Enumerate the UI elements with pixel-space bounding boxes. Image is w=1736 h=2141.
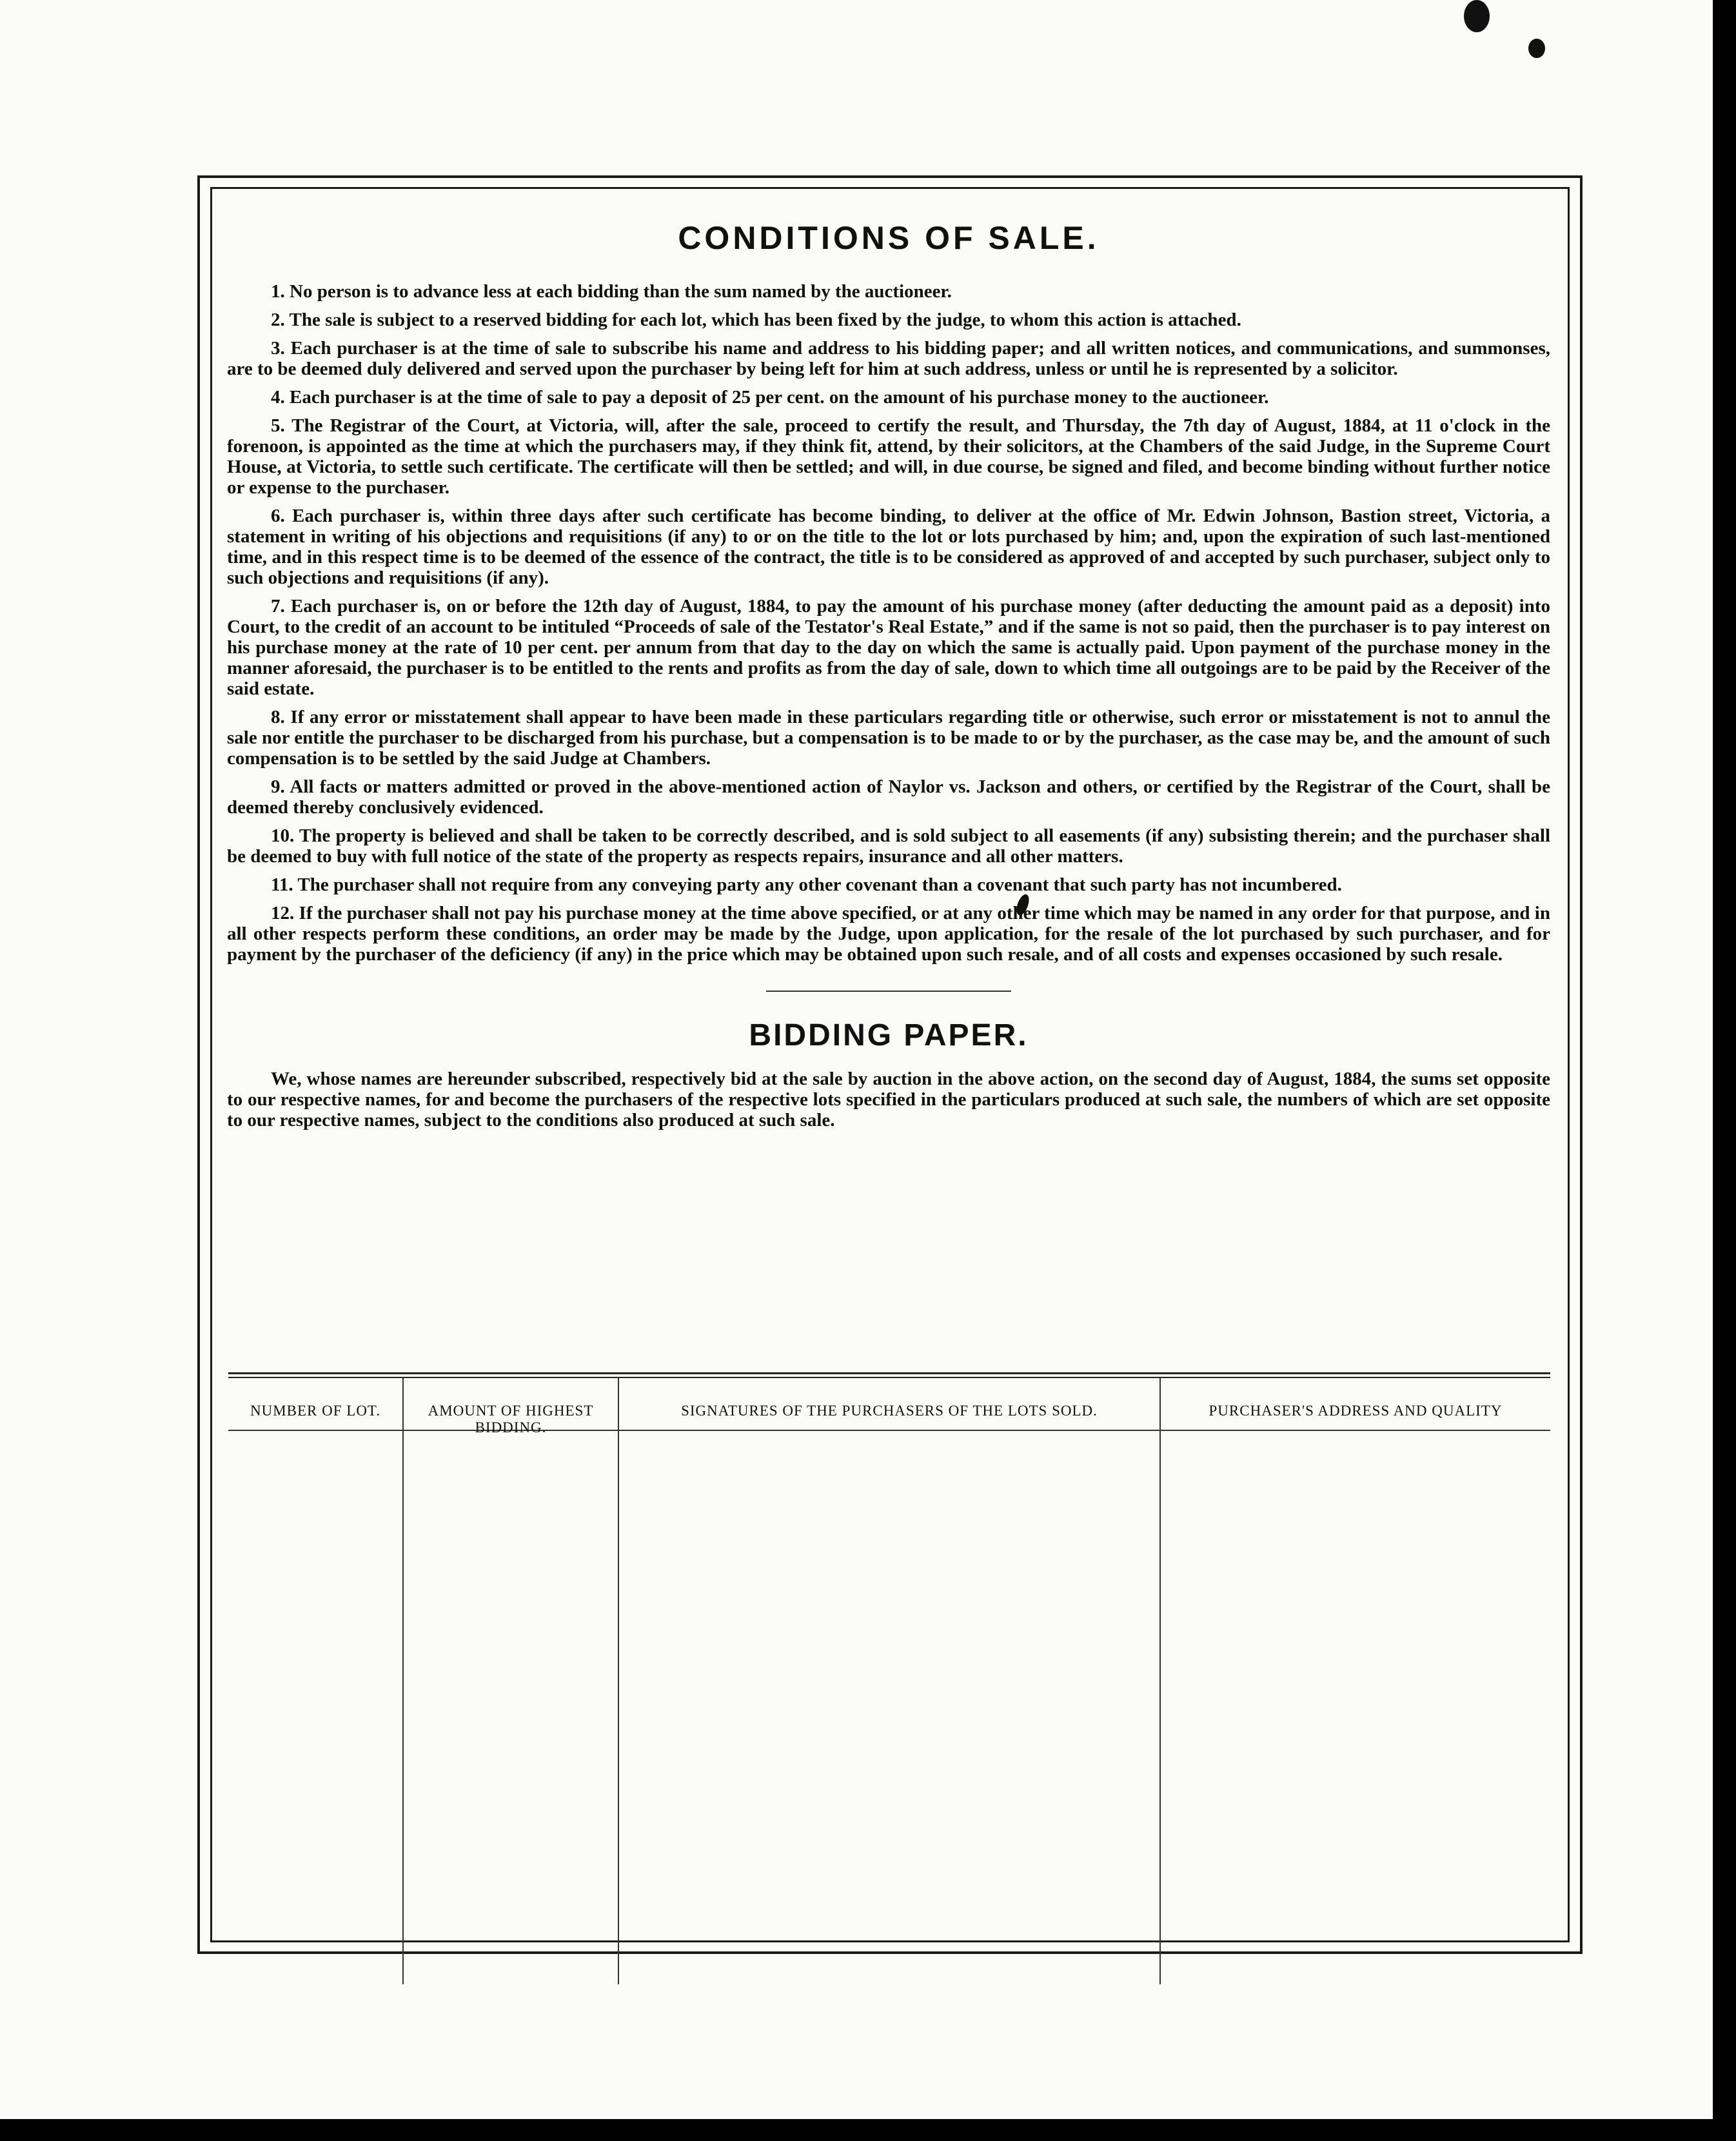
- conditions-title: CONDITIONS OF SALE.: [678, 220, 1100, 256]
- table-top-rule: [228, 1372, 1550, 1378]
- column-header: PURCHASER'S ADDRESS AND QUALITY: [1161, 1378, 1550, 1431]
- bidding-text: We, whose names are hereunder subscribed, respectively bid at the sale by auction in the above action, on the second day of August, 1884, the sums set opposite to our respective names, for and become the purchasers of the respective lots specified in the particulars produced at such sale, the numbers of which are set opposite to our respective names, subject to the conditions also produced at such sale.: [227, 1069, 1550, 1130]
- condition-item: 10. The property is believed and shall be taken to be correctly described, and is sold subject to all easements (if any) subsisting therein; and the purchaser shall be deemed to buy with full notice of the state of the property as respects repairs, insurance and all other matters.: [227, 825, 1550, 867]
- condition-item: 8. If any error or misstatement shall appear to have been made in these particulars regarding title or otherwise, such error or misstatement is not to annul the sale nor entitle the purchaser to be discharged from his purchase, but a compensation is to be made to or by the purchaser, as the case may be, and the amount of such compensation is to be settled by the said Judge at Chambers.: [227, 707, 1550, 769]
- column-signatures: [619, 1378, 1161, 1984]
- column-header: NUMBER OF LOT.: [228, 1378, 402, 1431]
- condition-item: 5. The Registrar of the Court, at Victoria, will, after the sale, proceed to certify the result, and Thursday, the 7th day of August, 1884, at 11 o'clock in the forenoon, is appointed as the time at which the purchasers may, if they think fit, attend, by their solicitors, at the Chambers of the said Judge, in the Supreme Court House, at Victoria, to settle such certificate. The certificate will then be settled; and will, in due course, be signed and filed, and become binding without further notice or expense to the purchaser.: [227, 415, 1550, 498]
- bidding-table: [228, 1372, 1550, 1984]
- column-lot-number: [228, 1378, 404, 1984]
- column-header: SIGNATURES OF THE PURCHASERS OF THE LOTS SOLD.: [619, 1378, 1159, 1431]
- scan-edge-bottom: [0, 2119, 1736, 2141]
- condition-item: 9. All facts or matters admitted or proved in the above-mentioned action of Naylor vs. Jackson and others, or certified by the Registrar of the Court, shall be deemed thereby conclusively evidenced.: [227, 776, 1550, 818]
- condition-item: 6. Each purchaser is, within three days after such certificate has become binding, to deliver at the office of Mr. Edwin Johnson, Bastion street, Victoria, a statement in writing of his objections and requisitions (if any) to or on the title to the lot or lots purchased by him; and, upon the expiration of such last-mentioned time, and in this respect time is to be deemed of the essence of the contract, the title is to be considered as approved of and accepted by such purchaser, subject only to such objections and requisitions (if any).: [227, 506, 1550, 588]
- scan-smudge: [1464, 0, 1490, 32]
- scan-smudge: [1528, 39, 1545, 58]
- condition-item: 11. The purchaser shall not require from any conveying party any other covenant than a covenant that such party has not incumbered.: [271, 874, 1342, 895]
- condition-item: 7. Each purchaser is, on or before the 12th day of August, 1884, to pay the amount of his purchase money (after deducting the amount paid as a deposit) into Court, to the credit of an account to be intituled “Proceeds of sale of the Testator's Real Estate,” and if the same is not so paid, then the purchaser is to pay interest on his purchase money at the rate of 10 per cent. per annum from that day to the day on which the same is actually paid. Upon payment of the purchase money in the manner aforesaid, the purchaser is to be entitled to the rents and profits as from the day of sale, down to which time all outgoings are to be paid by the Receiver of the said estate.: [227, 596, 1550, 699]
- scan-edge-right: [1713, 0, 1736, 2141]
- document-content: [227, 213, 1550, 1130]
- bidding-title: BIDDING PAPER.: [749, 1018, 1029, 1052]
- column-highest-bidding: [404, 1378, 619, 1984]
- condition-item: 3. Each purchaser is at the time of sale to subscribe his name and address to his bidding paper; and all written notices, and communications, and summonses, are to be deemed duly delivered and served upon the purchaser by being left for him at such address, unless or until he is represented by a solicitor.: [227, 338, 1550, 379]
- condition-item: 12. If the purchaser shall not pay his purchase money at the time above specified, or at any other time which may be named in any order for that purpose, and in all other respects perform these conditions, an order may be made by the Judge, upon application, for the resale of the lot purchased by such purchaser, and for payment by the purchaser of the deficiency (if any) in the price which may be obtained upon such resale, and of all costs and expenses occasioned by such resale.: [227, 903, 1550, 965]
- condition-item: 2. The sale is subject to a reserved bidding for each lot, which has been fixed by the judge, to whom this action is attached.: [271, 310, 1241, 330]
- condition-item: 4. Each purchaser is at the time of sale to pay a deposit of 25 per cent. on the amount of his purchase money to the auctioneer.: [271, 387, 1269, 408]
- divider: [766, 991, 1011, 992]
- column-header: AMOUNT OF HIGHEST BIDDING.: [404, 1378, 618, 1431]
- condition-item: 1. No person is to advance less at each bidding than the sum named by the auctioneer.: [271, 281, 952, 302]
- column-address: [1161, 1378, 1550, 1984]
